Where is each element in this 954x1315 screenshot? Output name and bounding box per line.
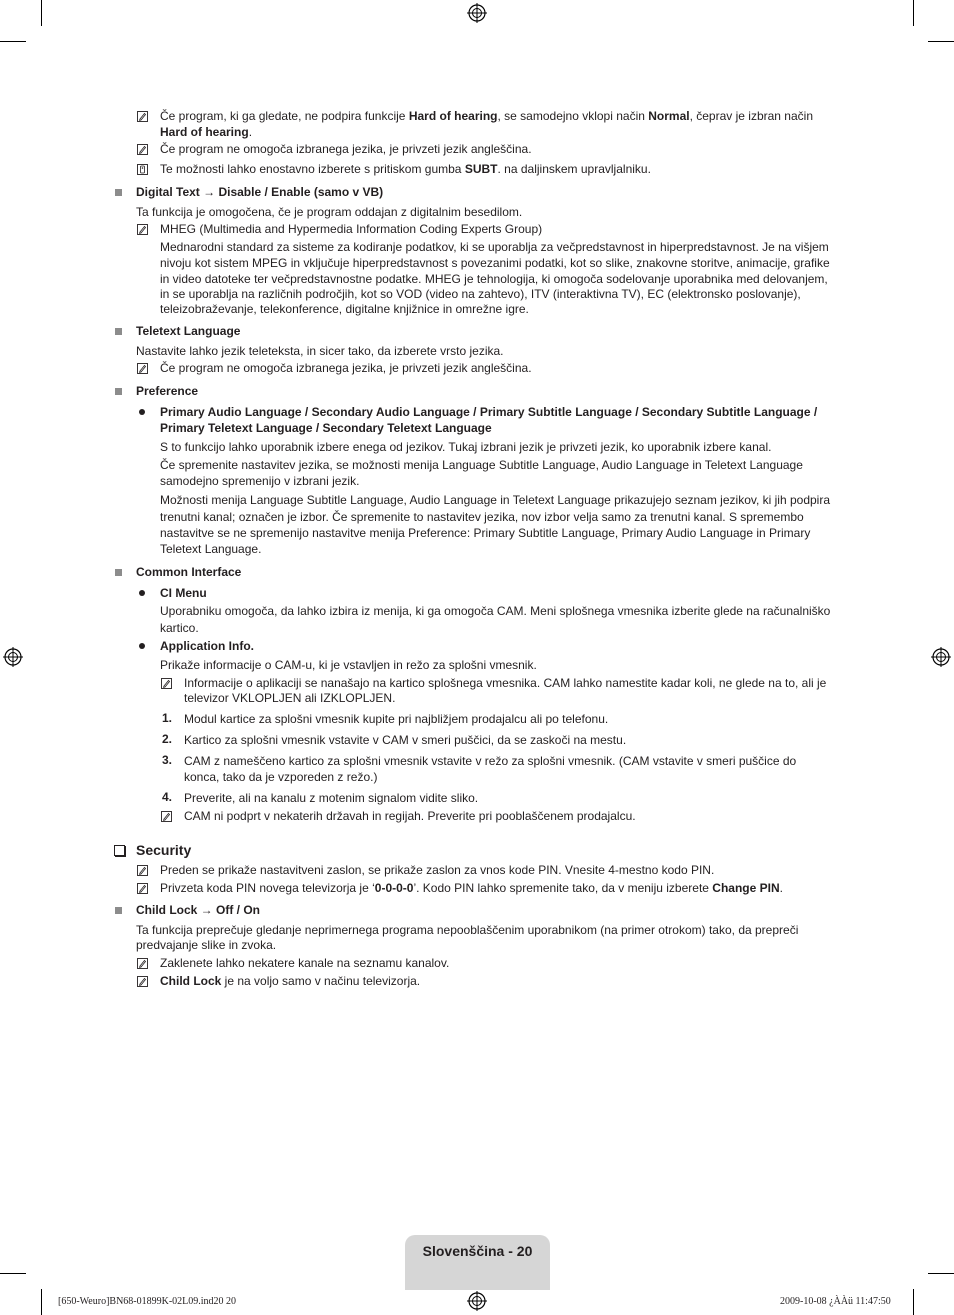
app-info-title: Application Info.	[160, 639, 254, 653]
security-note: Preden se prikaže nastavitveni zaslon, se prikaže zaslon za vnos kode PIN. Vnesite 4-mestno kodo PIN.	[160, 863, 715, 877]
step-text: CAM z nameščeno kartico za splošni vmesnik vstavite v režo za splošni vmesnik. (CAM vstavite v smeri puščice do	[184, 754, 797, 768]
note-pencil-icon	[137, 144, 148, 155]
preference-paragraph: samodejno spremenijo v izbrani jezik.	[160, 474, 360, 488]
registration-mark-icon	[3, 647, 23, 667]
round-bullet-icon	[139, 590, 145, 596]
ci-menu-title: CI Menu	[160, 586, 207, 600]
step-number: 3.	[162, 753, 173, 767]
square-bullet-icon	[115, 189, 122, 196]
note-text: Če program ne omogoča izbranega jezika, je privzeti jezik angleščina.	[160, 142, 532, 156]
round-bullet-icon	[139, 643, 145, 649]
child-lock-note: Zaklenete lahko nekatere kanale na seznamu kanalov.	[160, 956, 450, 970]
note-pencil-icon	[137, 958, 148, 969]
step-text: Preverite, ali na kanalu z motenim signalom vidite sliko.	[184, 791, 479, 805]
crop-mark	[0, 41, 26, 42]
teletext-language-heading: Teletext Language	[136, 324, 241, 338]
child-lock-heading: Child Lock → Off / On	[136, 903, 260, 917]
teletext-language-desc: Nastavite lahko jezik teleteksta, in sicer tako, da izberete vrsto jezika.	[136, 344, 504, 358]
note-pencil-icon	[137, 363, 148, 374]
preference-paragraph: Če spremenite nastavitev jezika, se možnosti menija Language Subtitle Language, Audio Language in Teletext Language	[160, 458, 803, 472]
checkbox-bullet-icon	[114, 845, 125, 856]
step-number: 4.	[162, 790, 173, 804]
note-pencil-icon	[161, 678, 172, 689]
preference-paragraph: trenutni kanal; označen je izbor. Če spremenite to nastavitev jezika, nov izbor velja samo za trenutni kanal. S spremembo	[160, 510, 804, 524]
ci-menu-desc: kartico.	[160, 621, 199, 635]
common-interface-heading: Common Interface	[136, 565, 242, 579]
preference-heading: Preference	[136, 384, 199, 398]
mheg-body-line: in video datoteke ter večpredstavnostne podatke. MHEG je tehnologija, ki omogoča sodelovanje uporabnika med delovanjem,	[160, 272, 828, 286]
print-file-info: [650-Weuro]BN68-01899K-02L09.ind20 20	[58, 1296, 237, 1307]
crop-mark	[928, 41, 954, 42]
mheg-body-line: nivoju kot sistem MPEG in vključuje hiperpredstavnost s povezanimi podatki, kot so slike, znakovne storitve, animacije, grafike	[160, 256, 830, 270]
preference-paragraph: Teletext Language.	[160, 542, 262, 556]
square-bullet-icon	[115, 569, 122, 576]
digital-text-desc: Ta funkcija je omogočena, če je program oddajan z digitalnim besedilom.	[136, 205, 523, 219]
child-lock-desc: predvajanje slike in zvoka.	[136, 938, 277, 952]
registration-mark-icon	[467, 3, 487, 23]
app-info-desc: Prikaže informacije o CAM-u, ki je vstavljen in režo za splošni vmesnik.	[160, 658, 537, 672]
note-pencil-icon	[137, 111, 148, 122]
preference-bullet-title: Primary Audio Language / Secondary Audio Language / Primary Subtitle Language / Secondary Subtitle Language /	[160, 405, 818, 419]
note-pencil-icon	[137, 865, 148, 876]
note-pencil-icon	[137, 883, 148, 894]
preference-paragraph: S to funkcijo lahko uporabnik izbere enega od jezikov. Tukaj izbrani jezik je privzeti jezik, ko uporabnik izbere kanal.	[160, 440, 772, 454]
remote-note-icon	[137, 164, 148, 175]
crop-mark	[928, 1273, 954, 1274]
step-text: Modul kartice za splošni vmesnik kupite pri najbližjem prodajalcu ali po telefonu.	[184, 712, 609, 726]
cam-note: CAM ni podprt v nekaterih državah in regijah. Preverite pri pooblaščenem prodajalcu.	[184, 809, 636, 823]
square-bullet-icon	[115, 388, 122, 395]
ci-menu-desc: Uporabniku omogoča, da lahko izbira iz menija, ki ga omogoča CAM. Meni splošnega vmesnika izberite glede na računalniško	[160, 604, 831, 618]
mheg-body-line: teleizobraževanje, telekonference, digitalne knjižnice in omrežne igre.	[160, 302, 529, 316]
security-title: Security	[136, 842, 192, 858]
step-number: 2.	[162, 732, 173, 746]
registration-mark-icon	[931, 647, 951, 667]
mheg-note: MHEG (Multimedia and Hypermedia Information Coding Experts Group)	[160, 222, 543, 236]
crop-mark	[913, 1289, 914, 1315]
page-number-label: Slovenščina - 20	[422, 1243, 533, 1259]
note-text: Če program, ki ga gledate, ne podpira funkcije Hard of hearing, se samodejno vklopi način Normal, čeprav je izbran način	[160, 109, 813, 123]
note-text: Te možnosti lahko enostavno izberete s pritiskom gumba SUBT. na daljinskem upravljalniku.	[160, 162, 651, 176]
crop-mark	[913, 0, 914, 26]
print-timestamp: 2009-10-08 ¿ÀÀü 11:47:50	[780, 1296, 891, 1307]
registration-mark-icon	[467, 1291, 487, 1311]
preference-bullet-title: Primary Teletext Language / Secondary Teletext Language	[160, 421, 492, 435]
security-note: Privzeta koda PIN novega televizorja je ‘0-0-0-0’. Kodo PIN lahko spremenite tako, da v meniju izberete Change PIN.	[160, 881, 783, 895]
note-pencil-icon	[137, 224, 148, 235]
step-text: Kartico za splošni vmesnik vstavite v CAM v smeri puščici, da se zaskoči na mestu.	[184, 733, 627, 747]
step-number: 1.	[162, 711, 173, 725]
square-bullet-icon	[115, 907, 122, 914]
crop-mark	[41, 0, 42, 26]
note-pencil-icon	[137, 976, 148, 987]
mheg-body-line: Mednarodni standard za sisteme za kodiranje podatkov, ki se uporablja za večpredstavnost in hiperpredstavnost. Je na višjem	[160, 240, 829, 254]
note-pencil-icon	[161, 811, 172, 822]
note-text-continued: Hard of hearing.	[160, 125, 253, 139]
square-bullet-icon	[115, 328, 122, 335]
child-lock-desc: Ta funkcija preprečuje gledanje neprimernega programa nepooblaščenim uporabnikom (na primer otrokom) tako, da prepreči	[136, 923, 799, 937]
step-text: konca, tako da je vzporeden z režo.)	[184, 770, 378, 784]
crop-mark	[0, 1273, 26, 1274]
crop-mark	[41, 1289, 42, 1315]
app-info-note: televizor VKLOPLJEN ali IZKLOPLJEN.	[184, 691, 396, 705]
app-info-note: Informacije o aplikaciji se nanašajo na kartico splošnega vmesnika. CAM lahko namestite kadar koli, ne glede na to, ali je	[184, 676, 827, 690]
child-lock-note: Child Lock je na voljo samo v načinu televizorja.	[160, 974, 421, 988]
preference-paragraph: Možnosti menija Language Subtitle Language, Audio Language in Teletext Language prikazujejo seznam jezikov, ki jih podpira	[160, 493, 831, 507]
teletext-language-note: Če program ne omogoča izbranega jezika, je privzeti jezik angleščina.	[160, 361, 532, 375]
mheg-body-line: in se uporablja na različnih področjih, kot so VOD (video na zahtevo), ITV (interaktivna TV), EC (elektronsko poslovanje),	[160, 287, 801, 301]
round-bullet-icon	[139, 409, 145, 415]
digital-text-heading: Digital Text → Disable / Enable (samo v VB)	[136, 185, 384, 199]
preference-paragraph: nastavitve se ne spremenijo nastavitve menija Preference: Primary Subtitle Language, Primary Audio Language in Primary	[160, 526, 811, 540]
